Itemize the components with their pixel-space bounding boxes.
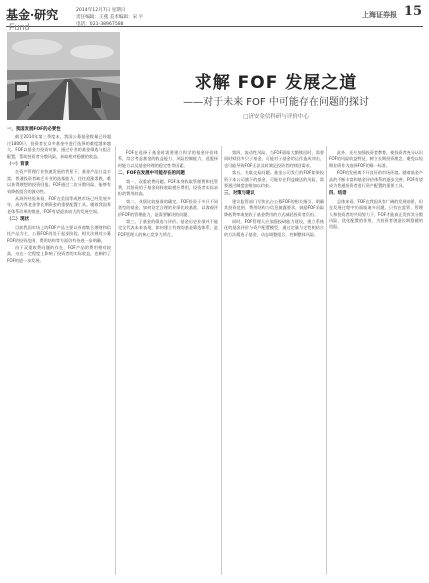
body-paragraph: 截至2014年第三季度末，我国公募基金数量已经超过1800只，投资者在众多基金中进行选择的难度越来越大。FOF以基金为投资对象，通过专业的基金筛选与组合配置，帮助投资者分散风险，获取相对稳健的收益。: [7, 134, 111, 159]
body-paragraph: 从海外经验来看，FOF在美国等成熟市场已经发展多年，成为养老金等长期资金的重要配置工具。随着我国养老体系改革的推进，FOF有望迎来较大的发展空间。: [7, 196, 111, 214]
article-column-1: [7, 125, 111, 575]
article-column-2: [118, 150, 218, 575]
section-subtitle: Fund: [9, 22, 30, 32]
header-editors: 责任编辑：王燕 美术编辑：宋 宇: [76, 15, 144, 20]
body-paragraph: FOF的发展离不开良好的市场环境。随着基金产品的不断丰富和基金评价体系的逐步完善，FOF有望成为普通投资者进行资产配置的重要工具。: [329, 170, 423, 189]
body-paragraph: 总体来看，FOF在我国具有广阔的发展前景，但在发展过程中仍面临诸多问题。只有在监管、管理人和投资者的共同努力下，FOF才能真正发挥其分散风险、优化配置的作用，为投资者创造长期稳健的回报。: [329, 198, 423, 230]
body-paragraph: 在资产管理行业快速发展的背景下，基金产品日益丰富，普通投资者缺乏专业的选基能力，往往追涨杀跌，难以获得理想的投资回报。FOF通过二次分散风险，能够有效降低组合的波动性。: [7, 169, 111, 194]
road-photo: [7, 32, 120, 120]
column-divider: [115, 146, 116, 575]
article-column-4: [329, 150, 423, 575]
page-header: [6, 4, 423, 32]
body-paragraph: 第五，关联交易问题。基金公司发行的FOF如果投资于本公司旗下的基金，可能存在利益输送的风险，需要通过制度安排加以约束。: [224, 170, 324, 189]
body-paragraph: 此外，还应加强投资者教育，使投资者充分认识FOF的风险收益特征，树立长期投资理念，避免以短期业绩作为选择FOF的唯一标准。: [329, 150, 423, 168]
section-heading: 二、FOF在发展中可能存在的问题: [118, 171, 185, 177]
column-divider: [326, 146, 327, 575]
article-byline: □济安金信科研与评价中心: [243, 114, 309, 120]
body-paragraph: 目前我国市场上的FOF产品主要以券商集合理财和信托产品为主，公募FOF尚处于起步阶段。相关法规对公募FOF的投资范围、费用结构等方面仍有待进一步明确。: [7, 224, 111, 243]
body-paragraph: 第三，子基金的筛选与评价。基金历史业绩并不能完全代表未来表现，如何建立有效的基金筛选体系，是FOF管理人的核心竞争力所在。: [118, 219, 218, 237]
header-phone: 电话：021-38967588: [76, 22, 124, 27]
body-paragraph: 第四，流动性风险。当FOF面临大额赎回时，需要同时赎回多只子基金，可能对子基金的运作造成冲击，也可能导致FOF无法及时满足投资者的赎回需求。: [224, 150, 324, 168]
section-heading: 四、结语: [329, 191, 347, 197]
body-paragraph: 第一，双重收费问题。FOF本身收取管理费和托管费，其投资的子基金同样收取相应费用，投资者实际承担的费用较高。: [118, 178, 218, 197]
column-divider: [221, 146, 222, 575]
paper-name: 上海证券报: [362, 10, 397, 19]
body-paragraph: 建议监管部门尽快出台公募FOF的相关指引，明确其投资范围、费用结构与信息披露要求，鼓励FOF采取降低费率或免收子基金费用的方式减轻投资者负担。: [224, 198, 324, 217]
section-title: 基金·研究: [6, 8, 59, 22]
body-paragraph: FOF在选择子基金时需要建立科学的基金评价体系，综合考虑基金的收益能力、风险控制能力、选股择时能力以及基金经理的稳定性等因素。: [118, 150, 218, 168]
article-headline: 求解 FOF 发展之道: [194, 73, 358, 93]
body-paragraph: 由于双重收费问题的存在，FOF产品的费用相对较高，这在一定程度上影响了投资者的实际收益，也制约了FOF的进一步发展。: [7, 244, 111, 263]
section-heading: 一、我国发展FOF的必要性: [7, 127, 61, 132]
article-column-3: [224, 150, 324, 575]
body-paragraph: 同时，FOF管理人应加强投研能力建设，建立系统化的基金评价与资产配置模型，通过定量与定性相结合的方法精选子基金，动态调整组合，控制整体风险。: [224, 219, 324, 237]
section-heading: 三、对策与建议: [224, 191, 255, 197]
header-date: 2014年12月7日 星期日: [76, 8, 126, 13]
header-meta: [76, 7, 143, 28]
road-photo-image: [7, 32, 120, 120]
article-subheadline: ——对于未来 FOF 中可能存在问题的探讨: [183, 97, 369, 108]
section-heading: （一）背景: [7, 162, 29, 168]
section-heading: （二）现状: [7, 217, 29, 223]
body-paragraph: 第二，业绩比较基准的确定。FOF投资于多只不同类型的基金，如何设定合理的业绩比较基准，以客观评价FOF的管理能力，是需要解决的问题。: [118, 198, 218, 217]
page-number: 15: [403, 4, 422, 19]
